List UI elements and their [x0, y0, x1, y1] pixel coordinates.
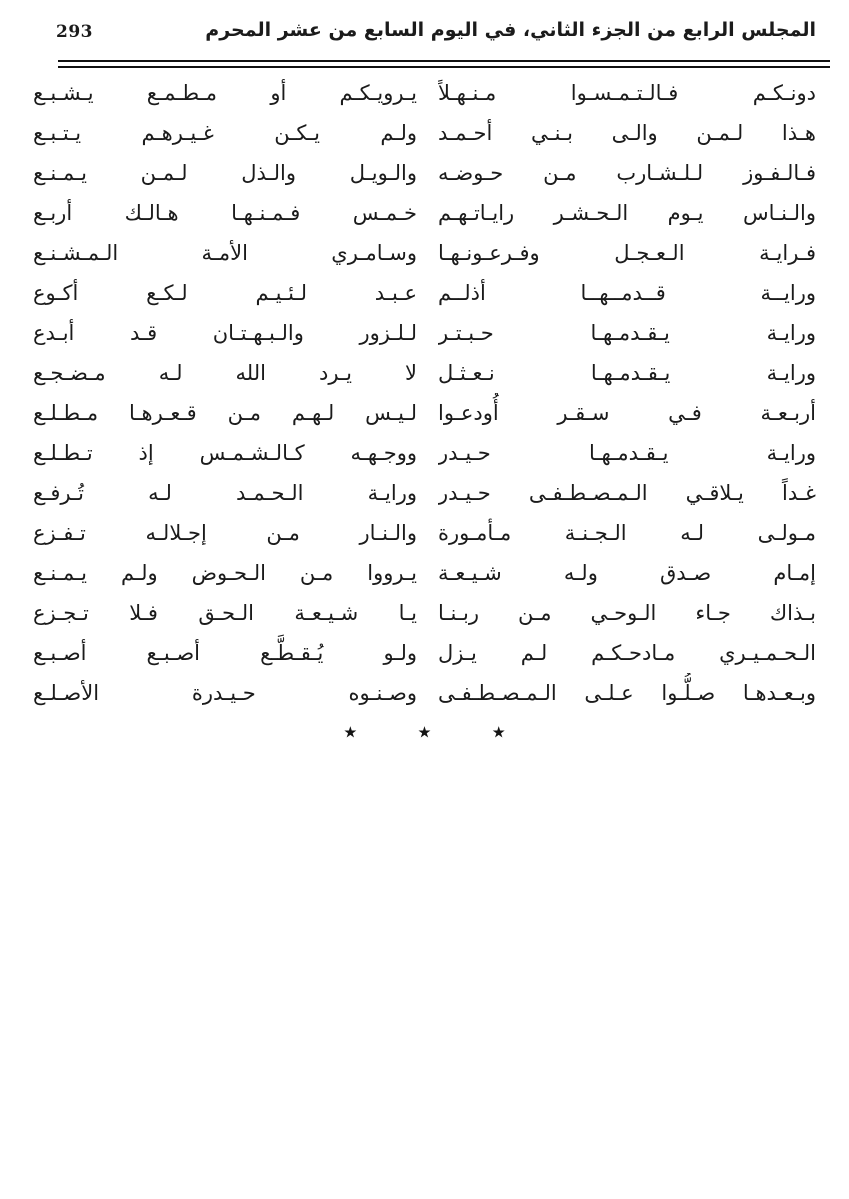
- header-divider-rule: [58, 60, 830, 68]
- poem-verses: [33, 73, 816, 713]
- hemistich-first: هـذا لـمـن والـى بـنـي أحـمـد: [438, 121, 816, 145]
- verse-row: [33, 593, 816, 633]
- hemistich-second: والـنـار مـن إجـلالـه تـفـزع: [33, 521, 417, 545]
- hemistich-second: خـمـس فـمـنـهـا هـالـك أربـع: [33, 201, 417, 225]
- hemistich-second: والـويـل والـذل لـمـن يـمـنـع: [33, 161, 417, 185]
- hemistich-second: ولـو يُـقـطَّـع أصـبـع أصـبـع: [33, 641, 417, 665]
- hemistich-first: بـذاك جـاء الـوحـي مـن ربـنـا: [438, 601, 816, 625]
- hemistich-first: غـداً يـلاقـي الـمـصـطـفـى حـيـدر: [438, 481, 816, 505]
- hemistich-first: فـالـفـوز لـلـشـارب مـن حـوضـه: [438, 161, 816, 185]
- hemistich-second: يـرويـكـم أو مـطـمـع يـشـبـع: [33, 81, 417, 105]
- verse-row: [33, 153, 816, 193]
- hemistich-first: وبـعـدهـا صـلُّـوا عـلـى الـمـصـطـفـى: [438, 681, 816, 705]
- asterisk-icon: ٭: [491, 717, 506, 747]
- hemistich-first: إمـام صـدق ولـه شـيـعـة: [438, 561, 816, 585]
- verse-row: [33, 473, 816, 513]
- hemistich-first: والـنـاس يـوم الـحـشـر رايـاتـهـم: [438, 201, 816, 225]
- hemistich-first: ورايــة قــدمــهــا أذلــم: [438, 281, 816, 305]
- hemistich-first: الـحـمـيـري مـادحـكـم لـم يـزل: [438, 641, 816, 665]
- hemistich-first: دونـكـم فـالـتـمـسـوا مـنـهـلاً: [438, 81, 816, 105]
- hemistich-second: لا يـرد الله لـه مـضـجـع: [33, 361, 417, 385]
- header-title: المجلس الرابع من الجزء الثاني، في اليوم السابع من عشر المحرم: [205, 19, 816, 41]
- verse-row: [33, 113, 816, 153]
- hemistich-second: لـيـس لـهـم مـن قـعـرهـا مـطـلـع: [33, 401, 417, 425]
- verse-row: [33, 353, 816, 393]
- verse-row: [33, 633, 816, 673]
- hemistich-first: مـولـى لـه الـجـنـة مـأمـورة: [438, 521, 816, 545]
- hemistich-first: ورايـة يـقـدمـهـا نـعـثـل: [438, 361, 816, 385]
- hemistich-second: وصـنـوه حـيـدرة الأصـلـع: [33, 681, 417, 705]
- verse-row: [33, 273, 816, 313]
- verse-row: [33, 393, 816, 433]
- hemistich-second: لـلـزور والـبـهـتـان قـد أبـدع: [33, 321, 417, 345]
- verse-row: [33, 73, 816, 113]
- verse-row: [33, 553, 816, 593]
- verse-row: [33, 313, 816, 353]
- hemistich-first: أربـعـة فـي سـقـر أُودعـوا: [438, 401, 816, 425]
- hemistich-first: ورايـة يـقـدمـهـا حـبـتـر: [438, 321, 816, 345]
- page-number: 293: [56, 22, 93, 42]
- verse-row: [33, 193, 816, 233]
- verse-row: [33, 433, 816, 473]
- hemistich-second: ولـم يـكـن غـيـرهـم يـتـبـع: [33, 121, 417, 145]
- verse-row: [33, 513, 816, 553]
- hemistich-second: يـرووا مـن الـحـوض ولـم يـمـنـع: [33, 561, 417, 585]
- section-separator: [0, 712, 849, 752]
- asterisk-icon: ٭: [417, 717, 432, 747]
- hemistich-first: ورايـة يـقـدمـهـا حـيـدر: [438, 441, 816, 465]
- hemistich-second: وسـامـري الأمـة الـمـشـنـع: [33, 241, 417, 265]
- asterisk-icon: ٭: [343, 717, 358, 747]
- hemistich-second: ورايـة الـحـمـد لـه تُـرفـع: [33, 481, 417, 505]
- verse-row: [33, 673, 816, 713]
- hemistich-second: عـبـد لـئـيـم لـكـع أكـوع: [33, 281, 417, 305]
- verse-row: [33, 233, 816, 273]
- hemistich-second: ووجـهـه كـالـشـمـس إذ تـطـلـع: [33, 441, 417, 465]
- hemistich-second: يـا شـيـعـة الـحـق فـلا تـجـزع: [33, 601, 417, 625]
- hemistich-first: فـرايـة الـعـجـل وفـرعـونـهـا: [438, 241, 816, 265]
